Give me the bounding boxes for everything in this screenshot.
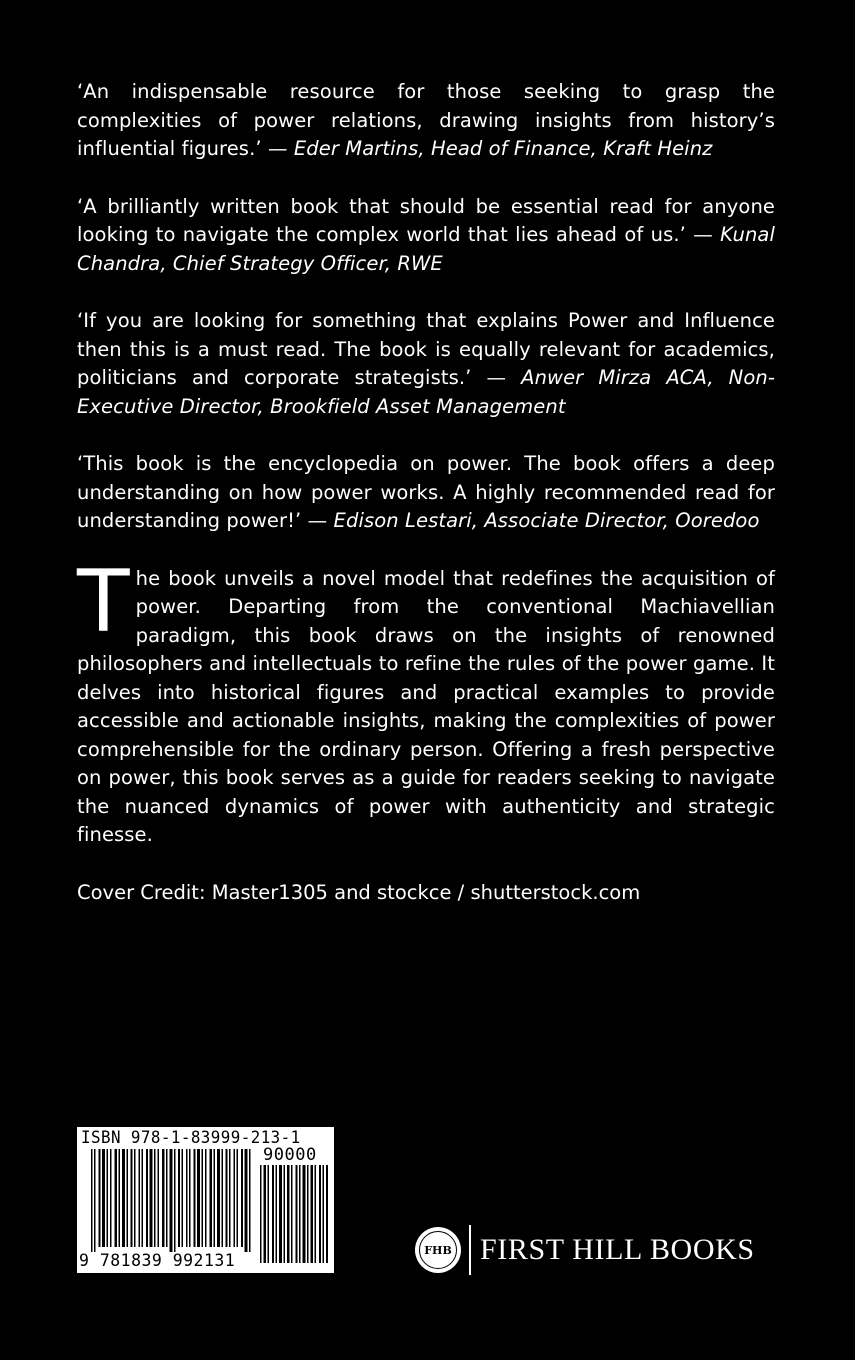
isbn-barcode	[77, 1127, 334, 1273]
publisher-emblem-icon	[415, 1227, 461, 1273]
quote-attribution: Kunal Chandra, Chief Strategy Officer, RWE	[77, 223, 775, 275]
barcode-bars	[91, 1149, 251, 1252]
publisher-logo	[415, 1225, 755, 1275]
quote-text: ‘A brilliantly written book that should be essential read for anyone looking to navigate the complex world that lies ahead of us.’ —	[77, 194, 775, 246]
quote-attribution: Anwer Mirza ACA, Non-Executive Director, Brookfield Asset Management	[77, 366, 775, 418]
barcode-digits: 9 781839 992131	[79, 1251, 236, 1271]
addon-barcode-bars	[260, 1165, 328, 1268]
quote-attribution: Eder Martins, Head of Finance, Kraft Heinz	[293, 137, 713, 160]
quote-attribution: Edison Lestari, Associate Director, Ooredoo	[333, 509, 760, 532]
divider	[469, 1225, 471, 1275]
publisher-name: FIRST HILL BOOKS	[480, 1233, 755, 1266]
description-text: he book unveils a novel model that redefines the acquisition of power. Departing from the conventional Machiavellian paradigm, this book draws on the insights of renowned philosophers and intellectuals to refine the rules of the power game. It delves into historical figures and practical examples to provide accessible and actionable insights, making the complexities of power comprehensible for the ordinary person. Offering a fresh perspective on power, this book serves as a guide for readers seeking to navigate the nuanced dynamics of power with authenticity and strategic finesse.	[77, 566, 775, 846]
quote-text: ‘If you are looking for something that explains Power and Influence then this is a must read. The book is equally relevant for academics, politicians and corporate strategists.’ —	[77, 309, 775, 389]
endorsement-quote	[77, 450, 775, 536]
endorsement-quote	[77, 193, 775, 279]
book-description	[77, 551, 775, 850]
emblem-text: FHB	[419, 1231, 457, 1269]
quote-text: ‘This book is the encyclopedia on power. The book offers a deep understanding on how power works. A highly recommended read for understanding power!’ —	[77, 452, 775, 532]
price-code: 90000	[263, 1145, 317, 1165]
endorsement-quote	[77, 307, 775, 421]
quote-text: ‘An indispensable resource for those seeking to grasp the complexities of power relations, drawing insights from history’s influential figures.’ —	[77, 80, 775, 160]
back-cover-text	[77, 78, 775, 907]
cover-credit: Cover Credit: Master1305 and stockce / shutterstock.com	[77, 880, 641, 904]
endorsement-quote	[77, 78, 775, 164]
isbn-label: ISBN 978-1-83999-213-1	[81, 1128, 301, 1148]
drop-cap: T	[77, 551, 130, 652]
